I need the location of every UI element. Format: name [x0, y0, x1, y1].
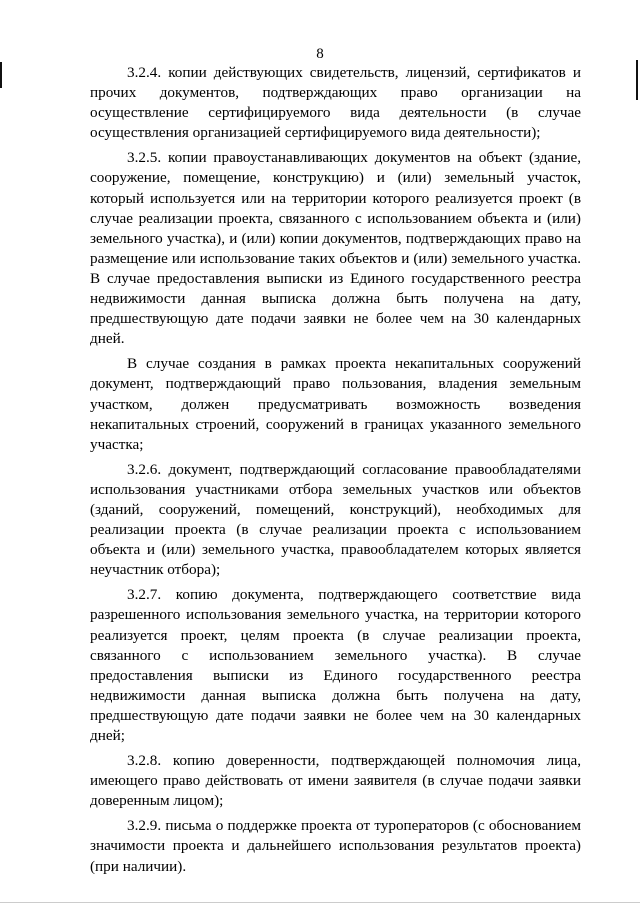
paragraph-noncapital: В случае создания в рамках проекта некапитальных сооружений документ, подтверждающий право пользования, владения земельным участком, должен предусматривать возможность возведения некапитальных строений, сооружений в границах указанного земельного участка;	[90, 355, 581, 453]
paragraph-3-2-4: 3.2.4. копии действующих свидетельств, лицензий, сертификатов и прочих документов, подтверждающих право организации на осуществление сертифицируемого вида деятельности (в случае осуществления организацией сертифицируемого вида деятельности);	[90, 64, 581, 142]
paragraph-3-2-9: 3.2.9. письма о поддержке проекта от туроператоров (с обоснованием значимости проекта и дальнейшего использования результатов проекта) (при наличии).	[90, 817, 581, 875]
page-number: 8	[316, 46, 324, 62]
paragraph-3-2-6: 3.2.6. документ, подтверждающий согласование правообладателями использования участниками отбора земельных участков или объектов (зданий, сооружений, помещений, конструкций), необходимых для реализации проекта (в случае реализации проекта с использованием объекта и (или) земельного участка, правообладателем которых является неучастник отбора);	[90, 460, 581, 579]
paragraph-3-2-8: 3.2.8. копию доверенности, подтверждающей полномочия лица, имеющего право действовать от имени заявителя (в случае подачи заявки доверенным лицом);	[90, 752, 581, 810]
scan-edge-mark-right	[636, 60, 638, 100]
scan-edge-mark-left	[0, 62, 2, 88]
paragraph-3-2-5: 3.2.5. копии правоустанавливающих документов на объект (здание, сооружение, помещение, конструкцию) и (или) земельный участок, который используется или на территории которого реализуется проект (в случае реализации проекта, связанного с использованием объекта и (или) земельного участка), и (или) копии документов, подтверждающих право на размещение или использование таких объектов и (или) земельного участка. В случае предоставления выписки из Единого государственного реестра недвижимости данная выписка должна быть получена на дату, предшествующую дате подачи заявки не более чем на 30 календарных дней.	[90, 149, 581, 348]
paragraph-3-2-7: 3.2.7. копию документа, подтверждающего соответствие вида разрешенного использования земельного участка, на территории которого реализуется проект, целям проекта (в случае реализации проекта, связанного с использованием земельного участка). В случае предоставления выписки из Единого государственного реестра недвижимости данная выписка должна быть получена на дату, предшествующую дате подачи заявки не более чем на 30 календарных дней;	[90, 586, 581, 744]
document-body	[90, 63, 581, 882]
scan-bottom-line	[0, 902, 640, 903]
